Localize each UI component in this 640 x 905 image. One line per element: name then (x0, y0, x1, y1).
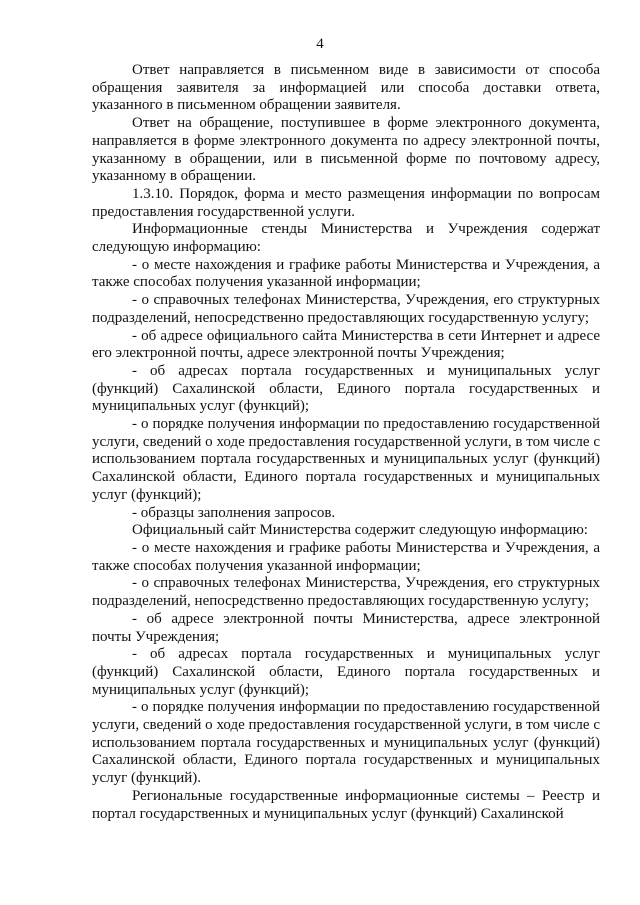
list-item-stands-samples: - образцы заполнения запросов. (132, 504, 336, 521)
list-item-stands-portals: - об адресах портала государственных и муниципальных услуг (функций) Сахалинской области, Единого портала государственных и муниципальных услуг (функций); (92, 362, 600, 415)
list-item-website-procedure: - о порядке получения информации по предоставлению государственной услуги, сведений о ходе предоставления государственной услуги, в том числе с использованием портала государственных и муниципальных услуг (функций) Сахалинской области, Единого портала государственных и муниципальных услуг (функций). (92, 699, 600, 787)
paragraph-section-1-3-10: 1.3.10. Порядок, форма и место размещения информации по вопросам предоставления государственной услуги. (92, 185, 600, 220)
list-item-website-email: - об адресе электронной почты Министерства, адресе электронной почты Учреждения; (92, 610, 600, 645)
page-number: 4 (316, 36, 324, 52)
paragraph-info-stands-intro: Информационные стенды Министерства и Учреждения содержат следующую информацию: (92, 221, 600, 256)
list-item-website-location: - о месте нахождения и графике работы Министерства и Учреждения, а также способах получения указанной информации; (92, 539, 600, 574)
list-item-stands-phones: - о справочных телефонах Министерства, Учреждения, его структурных подразделений, непосредственно предоставляющих государственную услугу; (92, 292, 600, 326)
list-item-stands-procedure: - о порядке получения информации по предоставлению государственной услуги, сведений о ходе предоставления государственной услуги, в том числе с использованием портала государственных и муниципальных услуг (функций) Сахалинской области, Единого портала государственных и муниципальных услуг (функций); (92, 416, 600, 503)
paragraph-regional-systems: Региональные государственные информационные системы – Реестр и портал государственных и муниципальных услуг (функций) Сахалинской (92, 787, 600, 822)
body-text (92, 62, 600, 823)
paragraph-response-electronic: Ответ на обращение, поступившее в форме электронного документа, направляется в форме электронного документа по адресу электронной почты, указанному в обращении, или в письменной форме по почтовому адресу, указанному в обращении. (92, 115, 600, 185)
list-item-stands-website: - об адресе официального сайта Министерства в сети Интернет и адресе его электронной почты, адресе электронной почты Учреждения; (92, 327, 600, 362)
list-item-website-phones: - о справочных телефонах Министерства, Учреждения, его структурных подразделений, непосредственно предоставляющих государственную услугу; (92, 575, 600, 610)
paragraph-response-written: Ответ направляется в письменном виде в зависимости от способа обращения заявителя за информацией или способа доставки ответа, указанного в письменном обращении заявителя. (92, 62, 600, 114)
list-item-stands-location: - о месте нахождения и графике работы Министерства и Учреждения, а также способах получения указанной информации; (92, 256, 600, 291)
list-item-website-portals: - об адресах портала государственных и муниципальных услуг (функций) Сахалинской области, Единого портала государственных и муниципальных услуг (функций); (92, 646, 600, 698)
paragraph-website-intro: Официальный сайт Министерства содержит следующую информацию: (132, 522, 588, 539)
